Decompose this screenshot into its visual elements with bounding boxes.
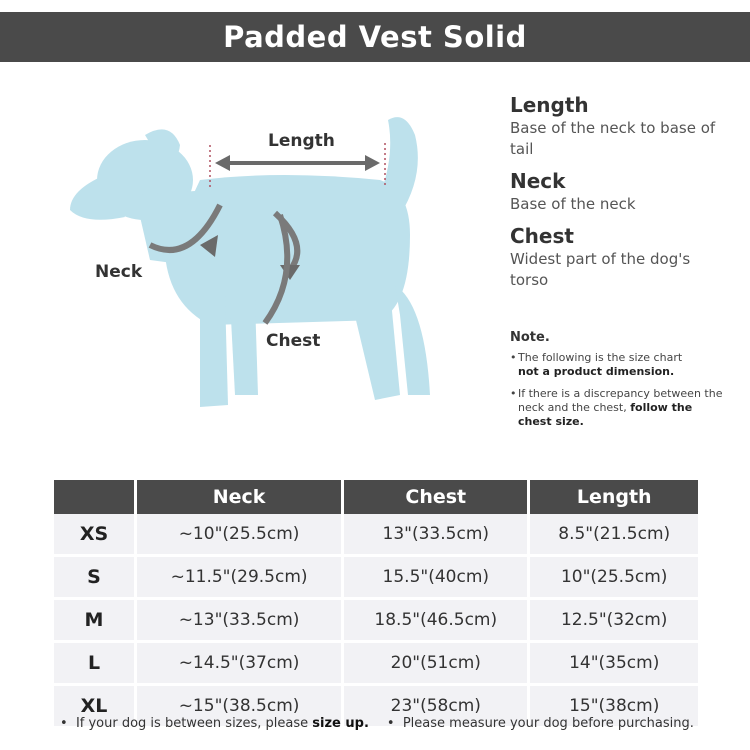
note-item-2-bold: follow the chest size. [518,401,693,428]
measurement-definitions [510,92,730,299]
chest-cell: 13"(33.5cm) [341,514,527,557]
length-cell: 15"(38cm) [527,686,698,729]
length-cell: 8.5"(21.5cm) [527,514,698,557]
size-chart-table [54,480,698,729]
note-item-1-text: The following is the size chart [518,351,683,364]
definition-title-length: Length [510,93,589,117]
definition-text-length: Base of the neck to base of tail [510,119,716,158]
footer-left-text: If your dog is between sizes, please [75,716,309,731]
neck-cell: ~10"(25.5cm) [134,514,341,557]
neck-cell: ~13"(33.5cm) [134,600,341,643]
chest-cell: 18.5"(46.5cm) [341,600,527,643]
dog-measurement-diagram [50,95,470,435]
note-item-2-text: If there is a discrepancy between the neck and the chest, [518,387,723,414]
length-label: Length [268,131,335,151]
table-row [54,600,698,643]
header-neck: Neck [134,480,341,514]
size-cell: S [54,557,134,600]
definition-text-chest: Widest part of the dog's torso [510,250,691,289]
table-row [54,643,698,686]
length-cell: 14"(35cm) [527,643,698,686]
header-chest: Chest [341,480,527,514]
size-cell: XS [54,514,134,557]
chest-cell: 15.5"(40cm) [341,557,527,600]
footer-notes [60,716,740,731]
definition-text-neck: Base of the neck [510,195,636,213]
definition-title-chest: Chest [510,224,574,248]
table-row [54,514,698,557]
definition-title-neck: Neck [510,169,566,193]
chest-cell: 23"(58cm) [341,686,527,729]
footer-right-text: Please measure your dog before purchasing. [402,716,694,731]
table-header-row [54,480,698,514]
size-cell: XL [54,686,134,729]
neck-cell: ~11.5"(29.5cm) [134,557,341,600]
chest-cell: 20"(51cm) [341,643,527,686]
header-length: Length [527,480,698,514]
size-cell: L [54,643,134,686]
note-item-1-bold: not a product dimension. [518,365,675,378]
footer-note-left: • If your dog is between sizes, please size up. [60,716,369,731]
chest-label: Chest [266,331,321,351]
title-bar [0,12,750,62]
note-item: • If there is a discrepancy between the neck and the chest, follow the chest size. [510,387,723,428]
neck-cell: ~15"(38.5cm) [134,686,341,729]
note-title: Note. [510,330,550,345]
size-cell: M [54,600,134,643]
footer-note-right: • Please measure your dog before purchasing. [386,716,694,731]
table-row [54,557,698,600]
footer-left-bold: size up. [312,716,369,731]
length-cell: 10"(25.5cm) [527,557,698,600]
header-size [54,480,134,514]
neck-label: Neck [95,262,143,282]
page-title: Padded Vest Solid [223,20,527,54]
neck-cell: ~14.5"(37cm) [134,643,341,686]
note-section [510,330,725,437]
note-item: • The following is the size chart not a product dimension. [510,351,683,378]
length-cell: 12.5"(32cm) [527,600,698,643]
